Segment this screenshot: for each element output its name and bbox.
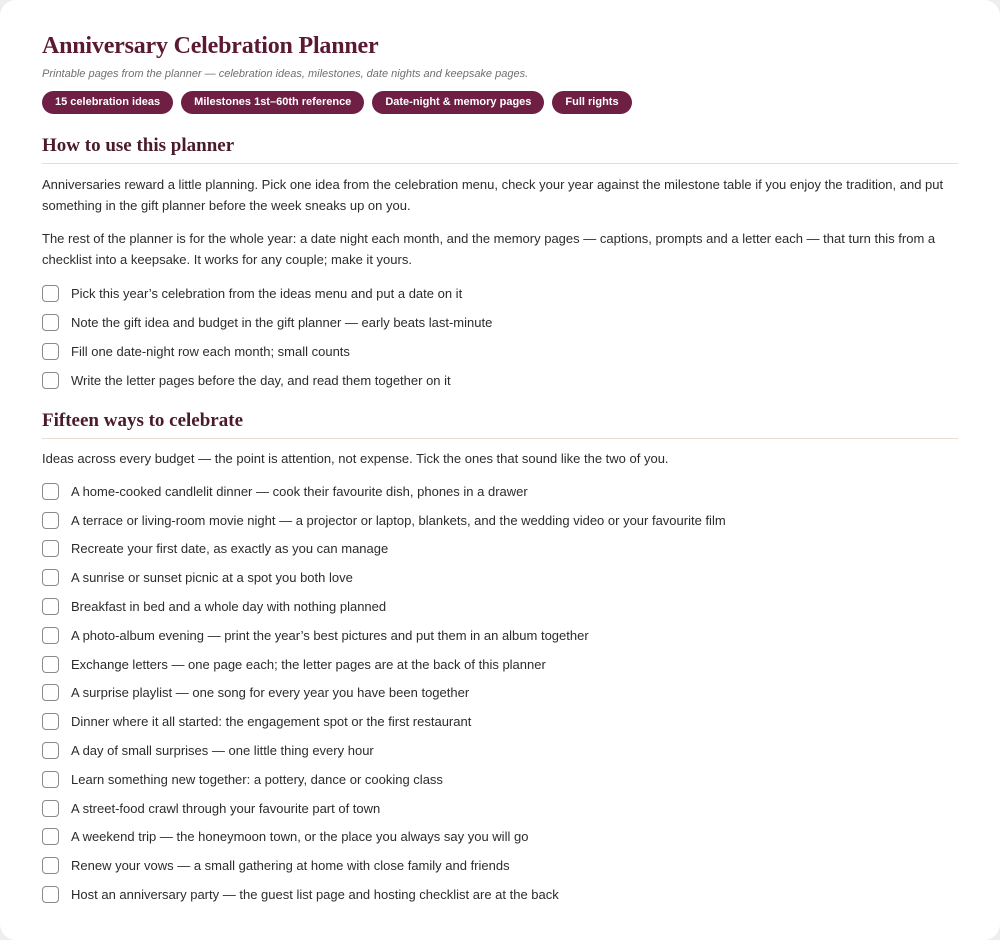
idea-item-label: Dinner where it all started: the engagement spot or the first restaurant xyxy=(71,714,472,730)
ideas-heading: Fifteen ways to celebrate xyxy=(42,410,244,431)
checkbox[interactable] xyxy=(42,828,59,845)
how-to-paragraph-1: Anniversaries reward a little planning. Pick one idea from the celebration menu, check your year against the milestone table if you enjoy the tradition, and put something in the gift planner before the week sneaks up on you. xyxy=(42,177,944,213)
idea-item[interactable] xyxy=(42,506,958,535)
idea-item-label: Breakfast in bed and a whole day with nothing planned xyxy=(71,599,387,615)
page-title: Anniversary Celebration Planner xyxy=(42,33,379,59)
checklist-item[interactable] xyxy=(42,308,958,337)
checkbox[interactable] xyxy=(42,598,59,615)
idea-item-label: Host an anniversary party — the guest list page and hosting checklist are at the back xyxy=(71,887,559,903)
idea-item[interactable] xyxy=(42,823,958,852)
section-divider xyxy=(42,438,958,439)
idea-item[interactable] xyxy=(42,880,958,909)
idea-item-label: A street-food crawl through your favourite part of town xyxy=(71,800,381,816)
checkbox[interactable] xyxy=(42,684,59,701)
badge-celebration-ideas: 15 celebration ideas xyxy=(42,91,173,114)
idea-item-label: A weekend trip — the honeymoon town, or the place you always say you will go xyxy=(71,829,529,845)
idea-item[interactable] xyxy=(42,650,958,679)
idea-item-label: Renew your vows — a small gathering at home with close family and friends xyxy=(71,858,510,874)
page-subtitle: Printable pages from the planner — celebration ideas, milestones, date nights and keepsake pages. xyxy=(42,68,529,80)
checkbox[interactable] xyxy=(42,800,59,817)
idea-item[interactable] xyxy=(42,563,958,592)
checkbox[interactable] xyxy=(42,372,59,389)
badge-date-night-pages: Date-night & memory pages xyxy=(372,91,544,114)
ideas-intro: Ideas across every budget — the point is attention, not expense. Tick the ones that sound like the two of you. xyxy=(42,451,669,466)
idea-item[interactable] xyxy=(42,535,958,564)
ideas-section xyxy=(42,409,958,909)
idea-item[interactable] xyxy=(42,477,958,506)
checkbox[interactable] xyxy=(42,512,59,529)
how-to-heading: How to use this planner xyxy=(42,135,235,156)
idea-item-label: A terrace or living-room movie night — a projector or laptop, blankets, and the wedding video or your favourite film xyxy=(71,512,726,528)
idea-item-label: A sunrise or sunset picnic at a spot you both love xyxy=(71,570,353,586)
checklist-item[interactable] xyxy=(42,279,958,308)
checkbox[interactable] xyxy=(42,656,59,673)
idea-item-label: Exchange letters — one page each; the letter pages are at the back of this planner xyxy=(71,656,546,672)
idea-item[interactable] xyxy=(42,707,958,736)
idea-item-label: A surprise playlist — one song for every year you have been together xyxy=(71,685,470,701)
feature-badges xyxy=(42,91,958,114)
checkbox[interactable] xyxy=(42,627,59,644)
checkbox[interactable] xyxy=(42,713,59,730)
checklist-item[interactable] xyxy=(42,337,958,366)
badge-full-rights: Full rights xyxy=(552,91,631,114)
checklist-item-label: Write the letter pages before the day, and read them together on it xyxy=(71,373,451,388)
checkbox[interactable] xyxy=(42,483,59,500)
idea-item-label: A home-cooked candlelit dinner — cook their favourite dish, phones in a drawer xyxy=(71,483,528,499)
how-to-paragraph-2: The rest of the planner is for the whole year: a date night each month, and the memory pages — captions, prompts and a letter each — that turn this from a checklist into a keepsake. It works for any couple; make it yours. xyxy=(42,231,936,267)
idea-item-label: Recreate your first date, as exactly as you can manage xyxy=(71,541,389,557)
checkbox[interactable] xyxy=(42,285,59,302)
ideas-checklist xyxy=(42,477,958,909)
checkbox[interactable] xyxy=(42,343,59,360)
checkbox[interactable] xyxy=(42,742,59,759)
idea-item[interactable] xyxy=(42,794,958,823)
how-to-section xyxy=(42,134,958,395)
section-divider xyxy=(42,163,958,164)
checkbox[interactable] xyxy=(42,314,59,331)
idea-item[interactable] xyxy=(42,851,958,880)
checkbox[interactable] xyxy=(42,886,59,903)
idea-item-label: Learn something new together: a pottery, dance or cooking class xyxy=(71,771,443,787)
idea-item[interactable] xyxy=(42,592,958,621)
checklist-item-label: Note the gift idea and budget in the gift planner — early beats last-minute xyxy=(71,315,493,330)
checkbox[interactable] xyxy=(42,857,59,874)
idea-item[interactable] xyxy=(42,679,958,708)
checklist-item[interactable] xyxy=(42,366,958,395)
idea-item-label: A day of small surprises — one little thing every hour xyxy=(71,743,374,759)
idea-item[interactable] xyxy=(42,765,958,794)
badge-milestones: Milestones 1st–60th reference xyxy=(181,91,364,114)
checkbox[interactable] xyxy=(42,569,59,586)
idea-item[interactable] xyxy=(42,736,958,765)
checkbox[interactable] xyxy=(42,771,59,788)
checkbox[interactable] xyxy=(42,540,59,557)
idea-item-label: A photo-album evening — print the year’s best pictures and put them in an album together xyxy=(71,627,589,643)
how-to-checklist xyxy=(42,279,958,395)
idea-item[interactable] xyxy=(42,621,958,650)
checklist-item-label: Fill one date-night row each month; small counts xyxy=(71,344,350,359)
checklist-item-label: Pick this year’s celebration from the ideas menu and put a date on it xyxy=(71,286,463,301)
